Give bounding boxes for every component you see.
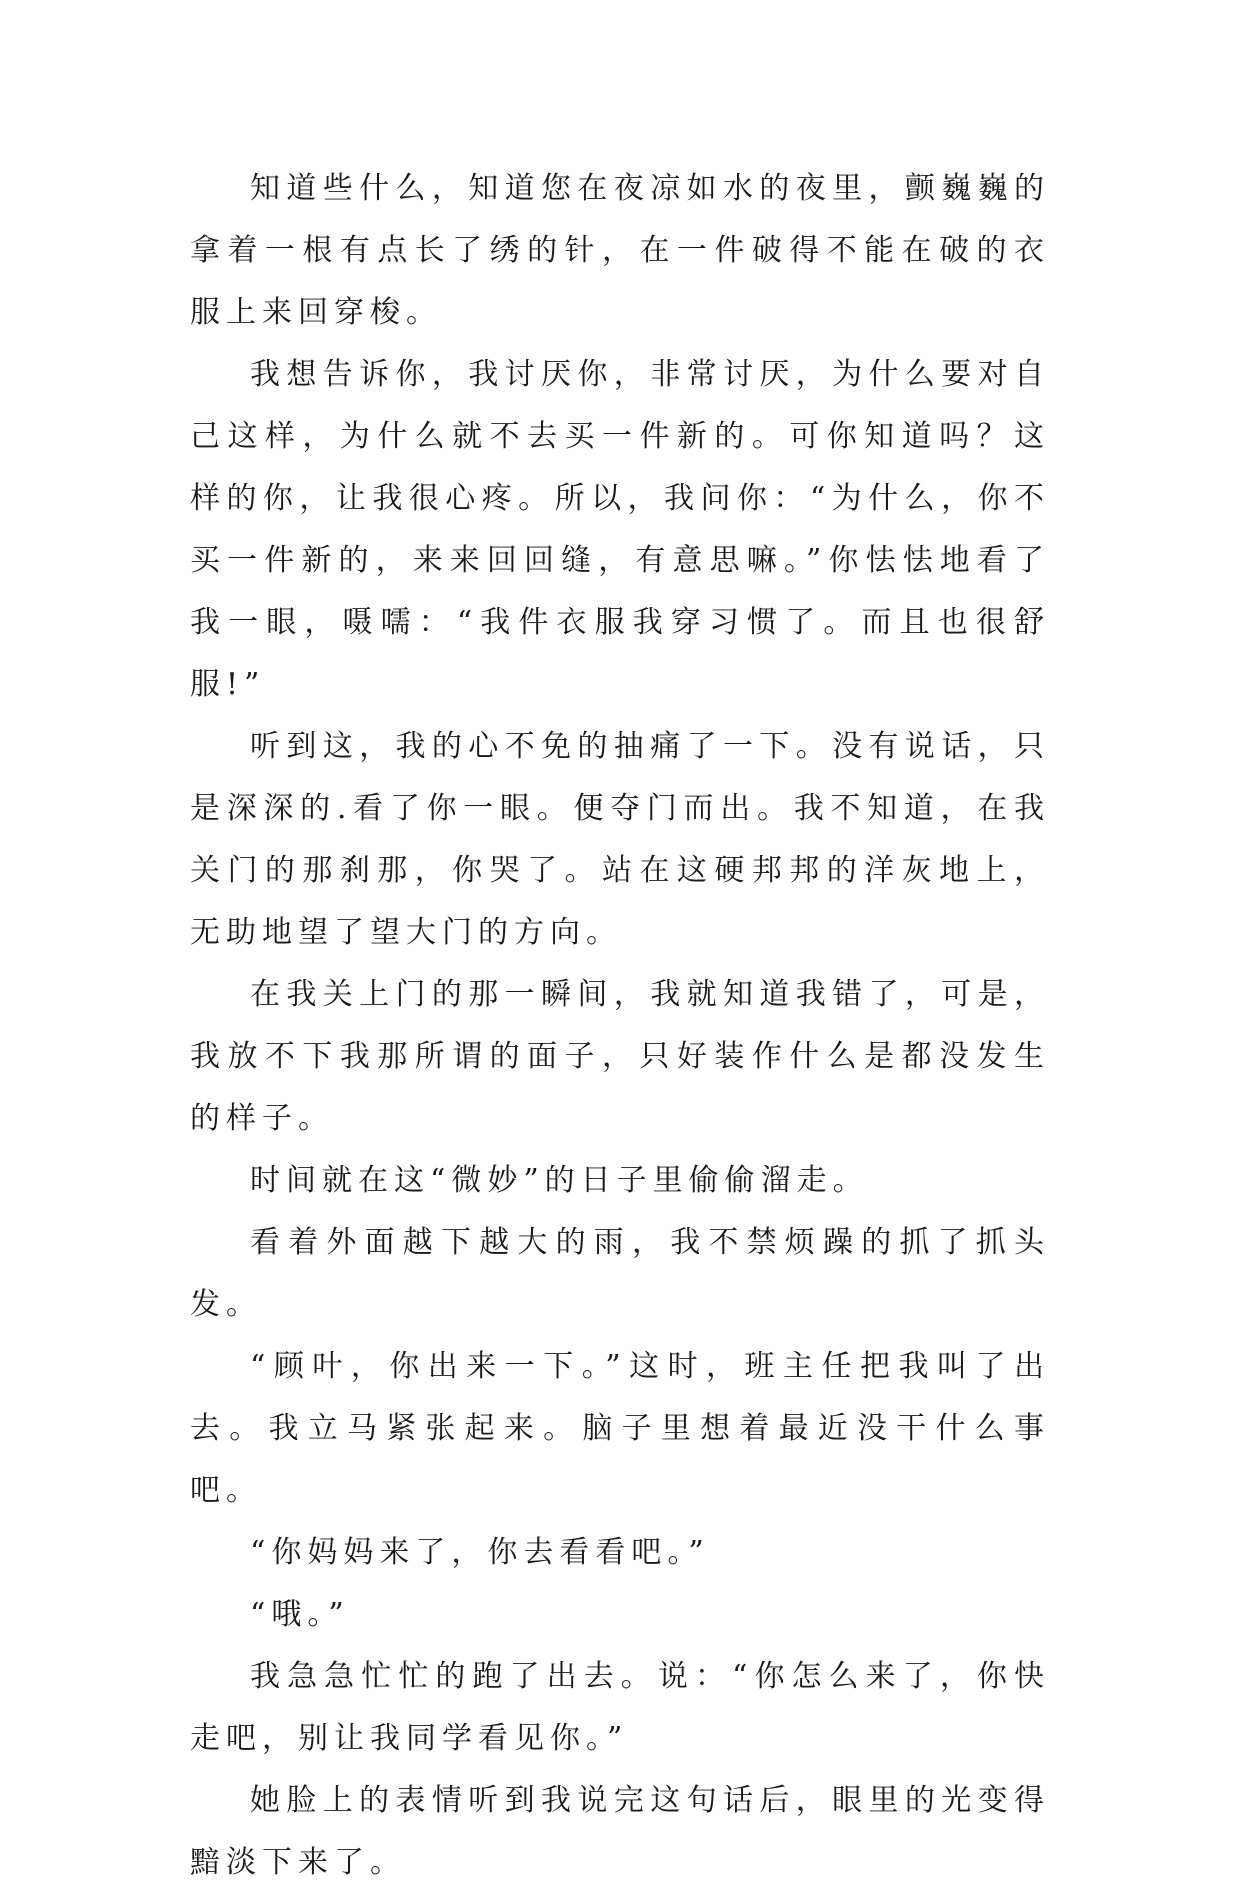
paragraph: 看着外面越下越大的雨，我不禁烦躁的抓了抓头发。 xyxy=(190,1225,1050,1322)
paragraph: “你妈妈来了，你去看看吧。” xyxy=(250,1535,710,1570)
paragraph: 知道些什么，知道您在夜凉如水的夜里，颤巍巍的拿着一根有点长了绣的针，在一件破得不能在破的衣服上来回穿梭。 xyxy=(190,171,1050,330)
paragraph: 我想告诉你，我讨厌你，非常讨厌，为什么要对自己这样，为什么就不去买一件新的。可你知道吗？这样的你，让我很心疼。所以，我问你：“为什么，你不买一件新的，来来回回缝，有意思嘛。”你怯怯地看了我一眼，嗫嚅：“我件衣服我穿习惯了。而且也很舒服!” xyxy=(190,357,1050,702)
paragraph: 我急急忙忙的跑了出去。说：“你怎么来了，你快走吧，别让我同学看见你。” xyxy=(190,1659,1050,1756)
paragraph: 时间就在这“微妙”的日子里偷偷溜走。 xyxy=(250,1163,869,1198)
paragraph: 她脸上的表情听到我说完这句话后，眼里的光变得黯淡下来了。 xyxy=(190,1783,1050,1880)
paragraph: “顾叶，你出来一下。”这时，班主任把我叫了出去。我立马紧张起来。脑子里想着最近没干什么事吧。 xyxy=(190,1349,1050,1508)
paragraph: 在我关上门的那一瞬间，我就知道我错了，可是，我放不下我那所谓的面子，只好装作什么是都没发生的样子。 xyxy=(190,977,1050,1136)
paragraph: 听到这，我的心不免的抽痛了一下。没有说话，只是深深的.看了你一眼。便夺门而出。我不知道，在我关门的那刹那，你哭了。站在这硬邦邦的洋灰地上，无助地望了望大门的方向。 xyxy=(190,729,1050,950)
document-body xyxy=(190,158,1050,1894)
paragraph: “哦。” xyxy=(250,1597,350,1632)
